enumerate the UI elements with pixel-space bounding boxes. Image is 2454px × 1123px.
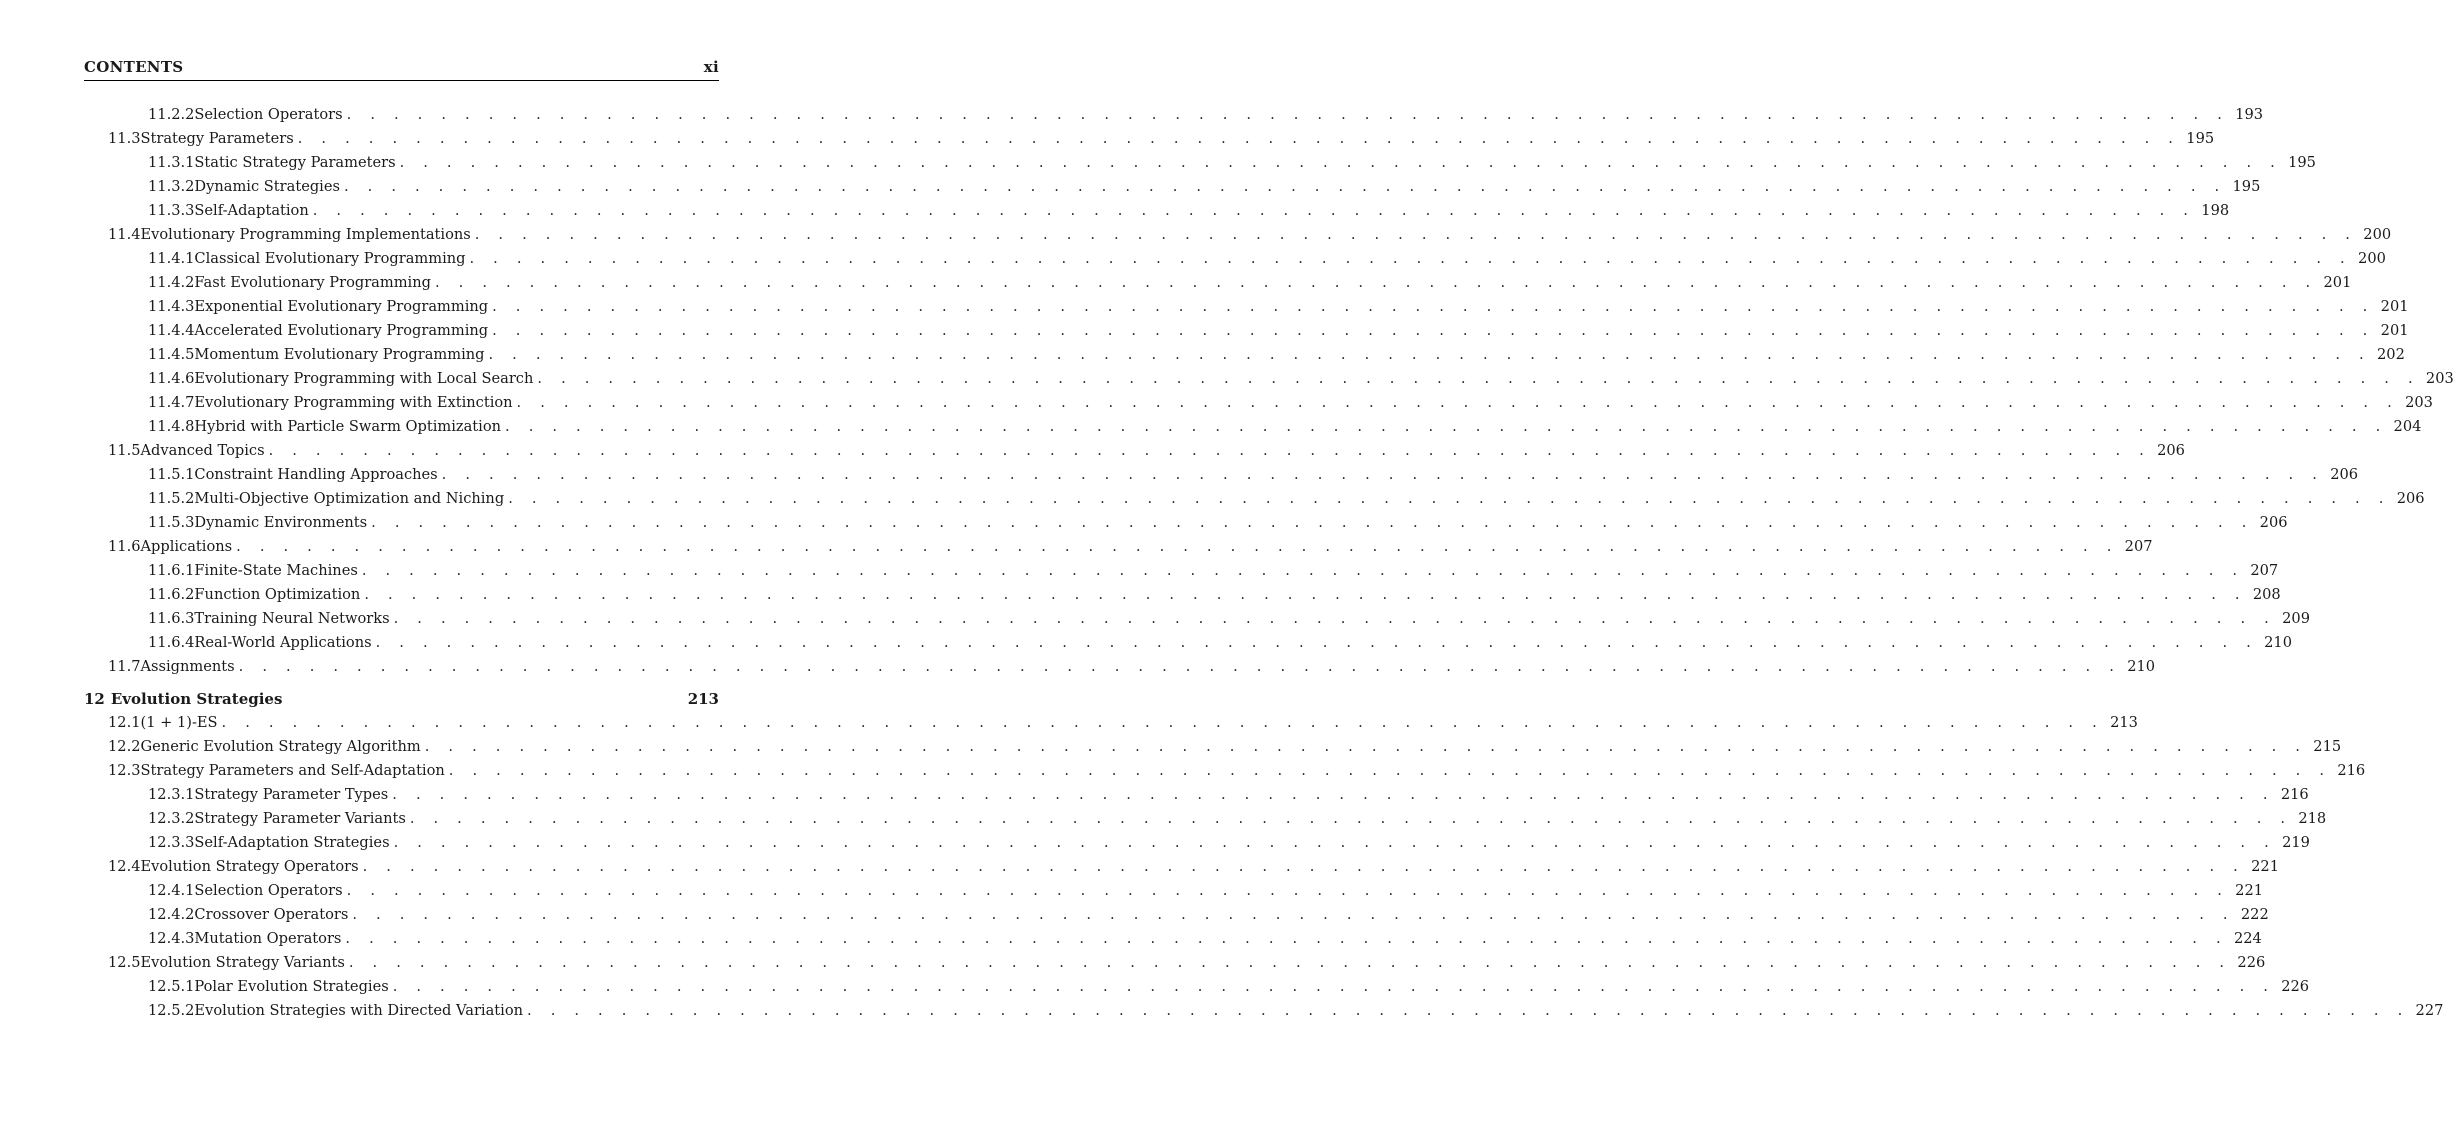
toc-entry-number: 12.3.3 [148,834,195,851]
toc-section-entry[interactable] [84,735,2342,759]
toc-entry-number: 12.3.1 [148,786,195,803]
toc-page-number: 213 [687,690,719,708]
toc-entry-number: 12.4 [108,858,141,875]
toc-section-entry[interactable] [84,759,2366,783]
toc-page-number: 221 [2235,882,2264,899]
toc-page-number: 201 [2323,274,2352,291]
toc-page-number: 202 [2377,346,2405,363]
toc-entry-title: Selection Operators [194,106,343,123]
toc-page-number: 200 [2358,250,2386,267]
dot-leader: . . . . . . . . . . . . . . . . . . . . . . . . . . . . . . . . . . . . . . . . . . . . . . . . . . . . . . . . . . . . . . . . . . . . . . . . . . . . . . . . [312,202,2196,219]
toc-entry-number: 11.3.3 [148,202,195,219]
toc-entry-number: 11.2.2 [148,106,195,123]
dot-leader: . . . . . . . . . . . . . . . . . . . . . . . . . . . . . . . . . . . . . . . . . . . . . . . . . . . . . . . . . . . . . . . . . . . . . . . . . . . . . . . . [537,370,2420,387]
toc-entry-number: 12.2 [108,738,141,755]
dot-leader: . . . . . . . . . . . . . . . . . . . . . . . . . . . . . . . . . . . . . . . . . . . . . . . . . . . . . . . . . . . . . . . . . . . . . . . . . . . . . . . . [221,714,2104,731]
toc-page-number: 218 [2298,810,2327,827]
toc-entry-number: 11.4.7 [148,394,195,411]
toc-subsection-entry[interactable] [84,631,2292,655]
toc-subsection-entry[interactable] [84,927,2262,951]
toc-entry-title: Dynamic Strategies [194,178,340,195]
toc-subsection-entry[interactable] [84,151,2316,175]
toc-section-entry[interactable] [84,655,2156,679]
dot-leader: . . . . . . . . . . . . . . . . . . . . . . . . . . . . . . . . . . . . . . . . . . . . . . . . . . . . . . . . . . . . . . . . . . . . . . . . . . . . . . . . [469,250,2352,267]
running-header-page-number: xi [703,58,719,76]
toc-page-number: 206 [2396,490,2425,507]
toc-entry-number: 12.5 [108,954,141,971]
dot-leader: . . . . . . . . . . . . . . . . . . . . . . . . . . . . . . . . . . . . . . . . . . . . . . . . . . . . . . . . . . . . . . . . . . . . . . . . . . . . . . . . [364,586,2247,603]
toc-subsection-entry[interactable] [84,415,2422,439]
toc-chapter-title: Evolution Strategies [110,690,283,708]
dot-leader: . . . . . . . . . . . . . . . . . . . . . . . . . . . . . . . . . . . . . . . . . . . . . . . . . . . . . . . . . . . . . . . . . . . . . . . . . . . . . . . . [268,442,2151,459]
toc-entry-number: 11.6.3 [148,610,195,627]
toc-entry-title: Self-Adaptation Strategies [194,834,390,851]
toc-entry-title: Evolution Strategy Operators [140,858,359,875]
toc-entry-title: Constraint Handling Approaches [194,466,438,483]
toc-entry-title: Polar Evolution Strategies [194,978,389,995]
toc-entry-number: 12.3.2 [148,810,195,827]
toc-subsection-entry[interactable] [84,319,2409,343]
toc-section-entry[interactable] [84,951,2266,975]
toc-entry-number: 11.5 [108,442,141,459]
toc-entry-title: Applications [140,538,233,555]
toc-subsection-entry[interactable] [84,559,2279,583]
dot-leader: . . . . . . . . . . . . . . . . . . . . . . . . . . . . . . . . . . . . . . . . . . . . . . . . . . . . . . . . . . . . . . . . . . . . . . . . . . . . . . . . [488,346,2371,363]
toc-section-entry[interactable] [84,711,2138,735]
dot-leader: . . . . . . . . . . . . . . . . . . . . . . . . . . . . . . . . . . . . . . . . . . . . . . . . . . . . . . . . . . . . . . . . . . . . . . . . . . . . . . . . [375,634,2258,651]
toc-entry-title: Mutation Operators [194,930,342,947]
dot-leader: . . . . . . . . . . . . . . . . . . . . . . . . . . . . . . . . . . . . . . . . . . . . . . . . . . . . . . . . . . . . . . . . . . . . . . . . . . . . . . . . [474,226,2358,243]
toc-page-number: 216 [2337,762,2366,779]
dot-leader: . . . . . . . . . . . . . . . . . . . . . . . . . . . . . . . . . . . . . . . . . . . . . . . . . . . . . . . . . . . . . . . . . . . . . . . . . . . . . . . . [516,394,2399,411]
dot-leader: . . . . . . . . . . . . . . . . . . . . . . . . . . . . . . . . . . . . . . . . . . . . . . . . . . . . . . . . . . . . . . . . . . . . . . . . . . . . . . . . [527,1002,2410,1019]
toc-entry-number: 11.3.2 [148,178,195,195]
toc-entry-number: 11.7 [108,658,141,675]
toc-page-number: 206 [2330,466,2359,483]
toc-entry-number: 12.4.1 [148,882,195,899]
toc-entry-number: 12.1 [108,714,141,731]
dot-leader: . . . . . . . . . . . . . . . . . . . . . . . . . . . . . . . . . . . . . . . . . . . . . . . . . . . . . . . . . . . . . . . . . . . . . . . . . . . . . . . . [399,154,2282,171]
toc-entry-number: 11.5.2 [148,490,195,507]
toc-entry-number: 11.4.1 [148,250,195,267]
toc-page-number: 221 [2251,858,2279,875]
dot-leader: . . . . . . . . . . . . . . . . . . . . . . . . . . . . . . . . . . . . . . . . . . . . . . . . . . . . . . . . . . . . . . . . . . . . . . . . . . . . . . . . [236,538,2119,555]
dot-leader: . . . . . . . . . . . . . . . . . . . . . . . . . . . . . . . . . . . . . . . . . . . . . . . . . . . . . . . . . . . . . . . . . . . . . . . . . . . . . . . . [352,906,2235,923]
toc-page-number: 203 [2405,394,2433,411]
running-header [84,58,719,81]
toc-section-entry[interactable] [84,855,2279,879]
toc-entry-title: Crossover Operators [194,906,349,923]
toc-section-entry[interactable] [84,439,2185,463]
toc-entry-number: 12.4.2 [148,906,195,923]
toc-subsection-entry[interactable] [84,607,2310,631]
dot-leader: . . . . . . . . . . . . . . . . . . . . . . . . . . . . . . . . . . . . . . . . . . . . . . . . . . . . . . . . . . . . . . . . . . . . . . . . . . . . . . . . [393,834,2276,851]
dot-leader: . . . . . . . . . . . . . . . . . . . . . . . . . . . . . . . . . . . . . . . . . . . . . . . . . . . . . . . . . . . . . . . . . . . . . . . . . . . . . . . . [297,130,2181,147]
dot-leader: . . . . . . . . . . . . . . . . . . . . . . . . . . . . . . . . . . . . . . . . . . . . . . . . . . . . . . . . . . . . . . . . . . . . . . . . . . . . . . . . [346,106,2230,123]
dot-leader: . . . . . . . . . . . . . . . . . . . . . . . . . . . . . . . . . . . . . . . . . . . . . . . . . . . . . . . . . . . . . . . . . . . . . . . . . . . . . . . . [392,978,2276,995]
dot-leader: . . . . . . . . . . . . . . . . . . . . . . . . . . . . . . . . . . . . . . . . . . . . . . . . . . . . . . . . . . . . . . . . . . . . . . . . . . . . . . . . [371,514,2254,531]
toc-entry-number: 11.4.5 [148,346,195,363]
table-of-contents [84,103,2454,1023]
toc-page-number: 195 [2232,178,2261,195]
dot-leader: . . . . . . . . . . . . . . . . . . . . . . . . . . . . . . . . . . . . . . . . . . . . . . . . . . . . . . . . . . . . . . . . . . . . . . . . . . . . . . . . [434,274,2318,291]
toc-entry-number: 11.6.1 [148,562,195,579]
toc-entry-title: Multi-Objective Optimization and Niching [194,490,505,507]
toc-entry-title: Strategy Parameter Types [194,786,389,803]
toc-page-number: 193 [2235,106,2264,123]
toc-page-number: 201 [2380,322,2409,339]
toc-subsection-entry[interactable] [84,903,2269,927]
toc-entry-number: 11.4.8 [148,418,195,435]
dot-leader: . . . . . . . . . . . . . . . . . . . . . . . . . . . . . . . . . . . . . . . . . . . . . . . . . . . . . . . . . . . . . . . . . . . . . . . . . . . . . . . . [393,610,2276,627]
toc-entry-title: Selection Operators [194,882,343,899]
toc-entry-number: 11.3.1 [148,154,195,171]
toc-subsection-entry[interactable] [84,807,2327,831]
toc-subsection-entry[interactable] [84,487,2425,511]
toc-page-number: 201 [2380,298,2409,315]
dot-leader: . . . . . . . . . . . . . . . . . . . . . . . . . . . . . . . . . . . . . . . . . . . . . . . . . . . . . . . . . . . . . . . . . . . . . . . . . . . . . . . . [409,810,2293,827]
toc-page-number: 206 [2259,514,2288,531]
toc-entry-title: Accelerated Evolutionary Programming [194,322,489,339]
toc-subsection-entry[interactable] [84,367,2454,391]
toc-subsection-entry[interactable] [84,783,2309,807]
toc-entry-title: Assignments [140,658,235,675]
toc-entry-number: 12.5.1 [148,978,195,995]
dot-leader: . . . . . . . . . . . . . . . . . . . . . . . . . . . . . . . . . . . . . . . . . . . . . . . . . . . . . . . . . . . . . . . . . . . . . . . . . . . . . . . . [362,858,2245,875]
toc-entry-title: Evolutionary Programming with Local Search [194,370,534,387]
toc-subsection-entry[interactable] [84,343,2405,367]
toc-page-number: 226 [2281,978,2310,995]
toc-entry-number: 12.3 [108,762,141,779]
toc-subsection-entry[interactable] [84,999,2444,1023]
toc-entry-title: Real-World Applications [194,634,372,651]
toc-subsection-entry[interactable] [84,271,2352,295]
toc-page-number: 213 [2110,714,2138,731]
toc-section-entry[interactable] [84,127,2215,151]
toc-entry-title: Self-Adaptation [194,202,309,219]
running-header-title: CONTENTS [84,58,184,76]
dot-leader: . . . . . . . . . . . . . . . . . . . . . . . . . . . . . . . . . . . . . . . . . . . . . . . . . . . . . . . . . . . . . . . . . . . . . . . . . . . . . . . . [361,562,2245,579]
toc-page-number: 198 [2201,202,2230,219]
toc-page-number: 195 [2288,154,2316,171]
toc-entry-title: Strategy Parameters [140,130,294,147]
toc-chapter-entry[interactable] [84,687,719,711]
toc-entry-number: 11.4 [108,226,141,243]
dot-leader: . . . . . . . . . . . . . . . . . . . . . . . . . . . . . . . . . . . . . . . . . . . . . . . . . . . . . . . . . . . . . . . . . . . . . . . . . . . . . . . . [345,930,2228,947]
toc-entry-title: Finite-State Machines [194,562,358,579]
toc-page-number: 200 [2363,226,2392,243]
toc-entry-number: 12.4.3 [148,930,195,947]
toc-subsection-entry[interactable] [84,975,2310,999]
toc-entry-number: 12.5.2 [148,1002,195,1019]
toc-entry-number: 11.4.3 [148,298,195,315]
toc-subsection-entry[interactable] [84,831,2310,855]
toc-entry-title: Hybrid with Particle Swarm Optimization [194,418,502,435]
toc-subsection-entry[interactable] [84,247,2386,271]
toc-page-number: 209 [2282,610,2310,627]
toc-entry-title: Momentum Evolutionary Programming [194,346,485,363]
toc-page-number: 195 [2186,130,2215,147]
toc-page-number: 204 [2393,418,2422,435]
toc-entry-title: Dynamic Environments [194,514,368,531]
toc-entry-title: Evolutionary Programming Implementations [140,226,471,243]
dot-leader: . . . . . . . . . . . . . . . . . . . . . . . . . . . . . . . . . . . . . . . . . . . . . . . . . . . . . . . . . . . . . . . . . . . . . . . . . . . . . . . . [392,786,2275,803]
toc-entry-number: 11.5.3 [148,514,195,531]
toc-section-entry[interactable] [84,223,2392,247]
toc-entry-number: 11.6.4 [148,634,195,651]
toc-page-number: 207 [2124,538,2153,555]
toc-page-number: 222 [2240,906,2269,923]
toc-subsection-entry[interactable] [84,103,2264,127]
toc-entry-number: 11.3 [108,130,141,147]
toc-entry-title: Strategy Parameter Variants [194,810,406,827]
toc-entry-title: Training Neural Networks [194,610,390,627]
dot-leader: . . . . . . . . . . . . . . . . . . . . . . . . . . . . . . . . . . . . . . . . . . . . . . . . . . . . . . . . . . . . . . . . . . . . . . . . . . . . . . . . [238,658,2122,675]
toc-page-number: 224 [2233,930,2262,947]
toc-subsection-entry[interactable] [84,879,2264,903]
toc-entry-title: Static Strategy Parameters [194,154,396,171]
toc-entry-title: Fast Evolutionary Programming [194,274,431,291]
toc-entry-title: Exponential Evolutionary Programming [194,298,489,315]
dot-leader: . . . . . . . . . . . . . . . . . . . . . . . . . . . . . . . . . . . . . . . . . . . . . . . . . . . . . . . . . . . . . . . . . . . . . . . . . . . . . . . . [448,762,2332,779]
toc-entry-title: Evolution Strategies with Directed Variation [194,1002,524,1019]
toc-page-number: 226 [2237,954,2266,971]
toc-entry-number: 11.4.2 [148,274,195,291]
dot-leader: . . . . . . . . . . . . . . . . . . . . . . . . . . . . . . . . . . . . . . . . . . . . . . . . . . . . . . . . . . . . . . . . . . . . . . . . . . . . . . . . [424,738,2308,755]
dot-leader: . . . . . . . . . . . . . . . . . . . . . . . . . . . . . . . . . . . . . . . . . . . . . . . . . . . . . . . . . . . . . . . . . . . . . . . . . . . . . . . . [346,882,2230,899]
toc-chapter-number: 12 [84,690,105,708]
toc-entry-title: Generic Evolution Strategy Algorithm [140,738,421,755]
toc-entry-title: Classical Evolutionary Programming [194,250,466,267]
dot-leader: . . . . . . . . . . . . . . . . . . . . . . . . . . . . . . . . . . . . . . . . . . . . . . . . . . . . . . . . . . . . . . . . . . . . . . . . . . . . . . . . [441,466,2325,483]
toc-subsection-entry[interactable] [84,511,2288,535]
toc-subsection-entry[interactable] [84,463,2359,487]
toc-page-number: 210 [2264,634,2292,651]
toc-entry-number: 11.6.2 [148,586,195,603]
dot-leader: . . . . . . . . . . . . . . . . . . . . . . . . . . . . . . . . . . . . . . . . . . . . . . . . . . . . . . . . . . . . . . . . . . . . . . . . . . . . . . . . [505,418,2388,435]
toc-page-number: 219 [2282,834,2310,851]
toc-page-number: 215 [2313,738,2342,755]
toc-page-number: 216 [2280,786,2309,803]
dot-leader: . . . . . . . . . . . . . . . . . . . . . . . . . . . . . . . . . . . . . . . . . . . . . . . . . . . . . . . . . . . . . . . . . . . . . . . . . . . . . . . . [348,954,2232,971]
toc-section-entry[interactable] [84,535,2153,559]
toc-page-number: 210 [2127,658,2156,675]
toc-entry-number: 11.4.4 [148,322,195,339]
toc-subsection-entry[interactable] [84,199,2230,223]
toc-subsection-entry[interactable] [84,391,2433,415]
dot-leader: . . . . . . . . . . . . . . . . . . . . . . . . . . . . . . . . . . . . . . . . . . . . . . . . . . . . . . . . . . . . . . . . . . . . . . . . . . . . . . . . [492,298,2375,315]
toc-entry-title: (1 + 1)-ES [140,714,218,731]
toc-subsection-entry[interactable] [84,583,2281,607]
toc-page-number: 208 [2252,586,2281,603]
toc-entry-title: Advanced Topics [140,442,265,459]
toc-page-number: 207 [2250,562,2279,579]
toc-entry-title: Evolutionary Programming with Extinction [194,394,513,411]
dot-leader: . . . . . . . . . . . . . . . . . . . . . . . . . . . . . . . . . . . . . . . . . . . . . . . . . . . . . . . . . . . . . . . . . . . . . . . . . . . . . . . . [343,178,2227,195]
toc-page-number: 203 [2425,370,2454,387]
dot-leader: . . . . . . . . . . . . . . . . . . . . . . . . . . . . . . . . . . . . . . . . . . . . . . . . . . . . . . . . . . . . . . . . . . . . . . . . . . . . . . . . [508,490,2391,507]
toc-subsection-entry[interactable] [84,295,2409,319]
toc-entry-number: 11.4.6 [148,370,195,387]
toc-page-number: 206 [2157,442,2185,459]
toc-entry-title: Evolution Strategy Variants [140,954,345,971]
toc-page-number: 227 [2415,1002,2444,1019]
toc-entry-title: Strategy Parameters and Self-Adaptation [140,762,445,779]
toc-subsection-entry[interactable] [84,175,2261,199]
toc-entry-number: 11.6 [108,538,141,555]
dot-leader: . . . . . . . . . . . . . . . . . . . . . . . . . . . . . . . . . . . . . . . . . . . . . . . . . . . . . . . . . . . . . . . . . . . . . . . . . . . . . . . . [492,322,2375,339]
toc-entry-number: 11.5.1 [148,466,195,483]
toc-entry-title: Function Optimization [194,586,361,603]
